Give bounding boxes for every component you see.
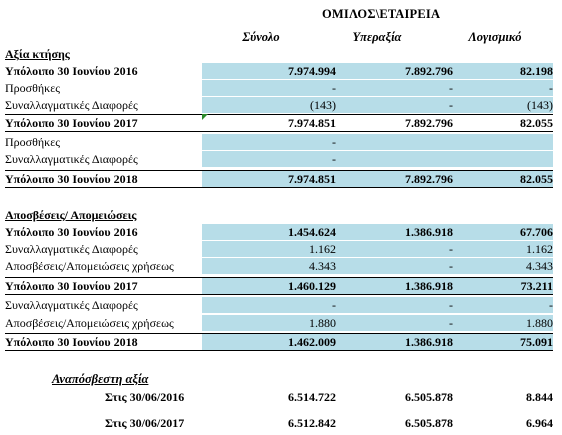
value-goodwill: - bbox=[449, 259, 453, 273]
shaded-cell-band bbox=[202, 63, 553, 79]
value-software: 6.964 bbox=[526, 416, 553, 430]
value-goodwill: 7.892.796 bbox=[405, 172, 453, 186]
value-total: - bbox=[332, 135, 336, 149]
column-header-total: Σύνολο bbox=[242, 30, 280, 44]
value-goodwill: - bbox=[449, 298, 453, 312]
value-total: 6.512.842 bbox=[288, 416, 336, 430]
shaded-cell-band bbox=[202, 315, 553, 331]
value-software: 4.343 bbox=[526, 259, 553, 273]
value-goodwill: - bbox=[449, 81, 453, 95]
cost-section-title-row bbox=[5, 46, 553, 62]
value-total: 7.974.994 bbox=[288, 64, 336, 78]
row-label: Συναλλαγματικές Διαφορές bbox=[5, 152, 138, 166]
row-label: Στις 30/06/2017 bbox=[105, 416, 185, 430]
value-software: 73.211 bbox=[520, 279, 553, 293]
column-header-goodwill: Υπεραξία bbox=[352, 30, 402, 44]
table-row bbox=[5, 63, 553, 79]
value-goodwill: - bbox=[449, 242, 453, 256]
value-total: 4.343 bbox=[309, 259, 336, 273]
shaded-cell-band bbox=[202, 134, 553, 150]
value-goodwill: 6.505.878 bbox=[405, 390, 453, 404]
shaded-cell-band bbox=[202, 258, 553, 274]
row-label: Συναλλαγματικές Διαφορές bbox=[5, 242, 138, 256]
row-label: Υπόλοιπο 30 Ιουνίου 2018 bbox=[5, 335, 138, 349]
value-software: 1.162 bbox=[526, 242, 553, 256]
value-goodwill: 7.892.796 bbox=[405, 64, 453, 78]
table-row bbox=[5, 151, 553, 167]
shaded-cell-band bbox=[202, 224, 553, 240]
table-row-total bbox=[5, 277, 553, 295]
table-row bbox=[5, 134, 553, 150]
value-goodwill: 7.892.796 bbox=[405, 116, 453, 130]
row-label: Υπόλοιπο 30 Ιουνίου 2017 bbox=[5, 279, 138, 293]
shaded-cell-band bbox=[202, 171, 553, 187]
table-row bbox=[5, 97, 553, 113]
row-label: Υπόλοιπο 30 Ιουνίου 2016 bbox=[5, 225, 138, 239]
table-row bbox=[5, 315, 553, 331]
table-row bbox=[5, 241, 553, 257]
value-total: - bbox=[332, 152, 336, 166]
value-total: (143) bbox=[310, 98, 336, 112]
table-row bbox=[5, 80, 553, 96]
value-software: 1.880 bbox=[526, 316, 553, 330]
depreciation-section-title: Αποσβέσεις/ Απομειώσεις bbox=[5, 208, 137, 222]
value-goodwill: 1.386.918 bbox=[405, 335, 453, 349]
value-software: 8.844 bbox=[526, 390, 553, 404]
value-goodwill: - bbox=[449, 98, 453, 112]
value-software: 82.055 bbox=[520, 116, 553, 130]
value-goodwill: 1.386.918 bbox=[405, 279, 453, 293]
cell-comment-marker bbox=[202, 114, 208, 120]
row-label: Υπόλοιπο 30 Ιουνίου 2017 bbox=[5, 116, 138, 130]
value-total: 1.880 bbox=[309, 316, 336, 330]
table-row-total bbox=[5, 333, 553, 351]
row-label: Προσθήκες bbox=[5, 81, 60, 95]
shaded-cell-band bbox=[202, 297, 553, 313]
value-software: 67.706 bbox=[520, 225, 553, 239]
row-label: Στις 30/06/2016 bbox=[105, 390, 185, 404]
table-row bbox=[5, 389, 553, 405]
group-title: ΟΜΙΛΟΣ\ΕΤΑΙΡΕΙΑ bbox=[322, 7, 441, 21]
table-row-total bbox=[5, 170, 553, 188]
shaded-cell-band bbox=[202, 278, 553, 294]
value-goodwill: 1.386.918 bbox=[405, 225, 453, 239]
value-total: 1.454.624 bbox=[288, 225, 336, 239]
net-book-value-title: Αναπόσβεστη αξία bbox=[52, 372, 149, 386]
row-label: Αποσβέσεις/Απομειώσεις χρήσεως bbox=[5, 259, 174, 273]
row-label: Συναλλαγματικές Διαφορές bbox=[5, 98, 138, 112]
row-label: Συναλλαγματικές Διαφορές bbox=[5, 298, 138, 312]
value-software: - bbox=[549, 298, 553, 312]
value-software: - bbox=[549, 81, 553, 95]
value-goodwill: - bbox=[449, 316, 453, 330]
table-row bbox=[5, 415, 553, 431]
value-software: 75.091 bbox=[520, 335, 553, 349]
value-total: - bbox=[332, 81, 336, 95]
row-label: Προσθήκες bbox=[5, 135, 60, 149]
shaded-cell-band bbox=[202, 80, 553, 96]
column-header-software: Λογισμικό bbox=[468, 30, 522, 44]
table-row bbox=[5, 297, 553, 313]
value-total: 7.974.851 bbox=[288, 172, 336, 186]
shaded-cell-band bbox=[202, 151, 553, 167]
value-total: 6.514.722 bbox=[288, 390, 336, 404]
depreciation-section-title-row bbox=[5, 207, 553, 223]
table-row bbox=[5, 224, 553, 240]
shaded-cell-band bbox=[202, 241, 553, 257]
value-software: (143) bbox=[527, 98, 553, 112]
value-goodwill: 6.505.878 bbox=[405, 416, 453, 430]
value-total: 1.460.129 bbox=[288, 279, 336, 293]
table-row bbox=[5, 258, 553, 274]
row-label: Υπόλοιπο 30 Ιουνίου 2018 bbox=[5, 172, 138, 186]
value-total: 1.462.009 bbox=[288, 335, 336, 349]
value-software: 82.198 bbox=[520, 64, 553, 78]
value-total: 7.974.851 bbox=[288, 116, 336, 130]
row-label: Αποσβέσεις/Απομειώσεις χρήσεως bbox=[5, 316, 174, 330]
value-total: - bbox=[332, 298, 336, 312]
shaded-cell-band bbox=[202, 334, 553, 350]
value-software: 82.055 bbox=[520, 172, 553, 186]
cost-section-title: Αξία κτήσης bbox=[5, 47, 70, 61]
shaded-cell-band bbox=[202, 97, 553, 113]
row-label: Υπόλοιπο 30 Ιουνίου 2016 bbox=[5, 64, 138, 78]
value-total: 1.162 bbox=[309, 242, 336, 256]
table-row-total bbox=[5, 114, 553, 132]
